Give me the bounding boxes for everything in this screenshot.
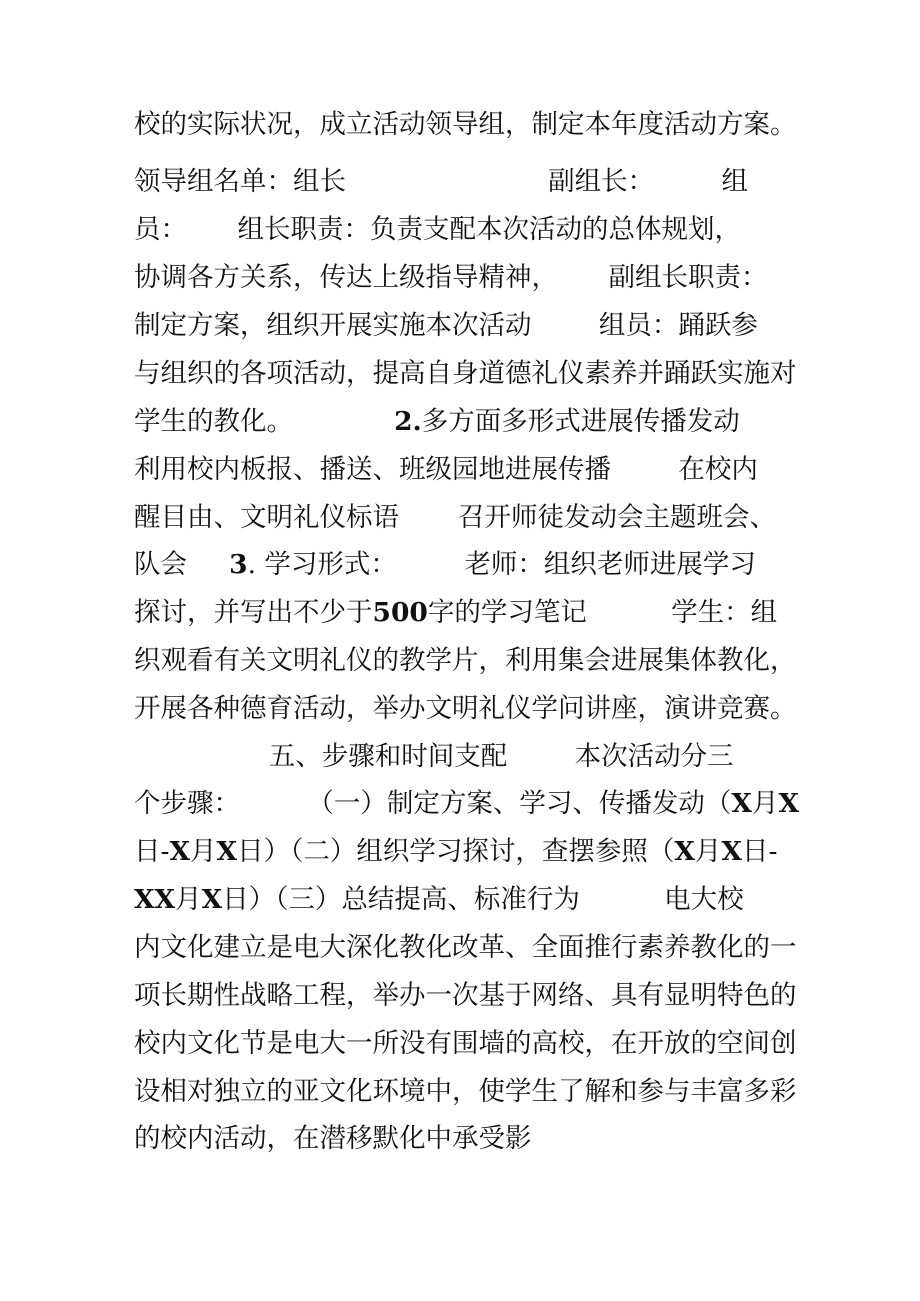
text-line-2: 领导组名单：组长 副组长： 组	[134, 166, 749, 197]
text-line-10-start: 队会	[134, 549, 230, 580]
section-heading-2: 多方面多形式进展传播发动	[421, 406, 740, 437]
text-line-21: 设相对独立的亚文化环境中，使学生了解和参与丰富多彩	[134, 1076, 797, 1107]
text-line-22: 的校内活动，在潜移默化中承受影	[134, 1123, 532, 1154]
text-line-11-start: 探讨，并写出不少于	[134, 597, 373, 628]
text-line-11-end: 字的学习笔记 学生：组	[427, 597, 778, 628]
section-heading-5: 五、步骤和时间支配 本次活动分三	[134, 741, 734, 772]
section-heading-3: . 学习形式： 老师：组织老师进展学习	[247, 549, 756, 580]
text-line-6: 与组织的各项活动，提高自身道德礼仪素养并踊跃实施对	[134, 358, 797, 389]
text-line-10	[134, 543, 814, 587]
text-line-18: 内文化建立是电大深化教化改革、全面推行素养教化的一	[134, 932, 797, 963]
text-line-19: 项长期性战略工程，举办一次基于网络、具有显明特色的	[134, 980, 797, 1011]
text-line-13: 开展各种德育活动，举办文明礼仪学问讲座，演讲竞赛。	[134, 693, 797, 724]
placeholder-xx: XX	[134, 884, 176, 915]
text-line-5: 制定方案，组织开展实施本次活动 组员：踊跃参	[134, 310, 758, 341]
month-label: 月	[175, 884, 202, 915]
text-line-11	[134, 591, 814, 635]
placeholder-x: X	[169, 836, 191, 867]
text-line-17	[134, 878, 814, 922]
placeholder-x: X	[216, 836, 238, 867]
text-line-12: 织观看有关文明礼仪的教学片，利用集会进展集体教化，	[134, 645, 797, 676]
text-line-1: 校的实际状况，成立活动领导组，制定本年度活动方案。	[134, 109, 797, 140]
text-line-15	[134, 782, 814, 826]
placeholder-x: X	[721, 836, 742, 867]
section-number-3: 3	[229, 549, 248, 580]
text-line-16-start: 日-	[134, 836, 170, 867]
text-line-16-end: 日-	[741, 836, 778, 867]
placeholder-x: X	[731, 788, 752, 819]
text-line-16	[134, 830, 814, 874]
placeholder-x: X	[674, 836, 695, 867]
placeholder-x: X	[201, 884, 223, 915]
text-line-7-start: 学生的教化。	[134, 406, 395, 437]
month-label: 月	[751, 788, 779, 819]
placeholder-x: X	[778, 788, 800, 819]
text-line-9: 醒目由、文明礼仪标语 召开师徒发动会主题班会、	[134, 502, 776, 533]
text-line-3: 员： 组长职责：负责支配本次活动的总体规划，	[134, 214, 742, 245]
month-label: 月	[190, 836, 217, 867]
text-line-7	[134, 400, 814, 444]
text-line-4: 协调各方关系，传达上级指导精神， 副组长职责：	[134, 262, 768, 293]
word-count: 500	[372, 597, 428, 628]
month-label: 月	[694, 836, 722, 867]
section-number-2: 2.	[394, 406, 422, 437]
text-line-17-end: 日）（三）总结提高、标准行为 电大校	[222, 884, 744, 915]
text-line-16-mid: 日）（二）组织学习探讨，查摆参照（	[237, 836, 675, 867]
text-line-15-start: 个步骤： （一）制定方案、学习、传播发动（	[134, 788, 732, 819]
text-line-8: 利用校内板报、播送、班级园地进展传播 在校内	[134, 454, 758, 485]
text-line-20: 校内文化节是电大一所没有围墙的高校，在开放的空间创	[134, 1028, 797, 1059]
